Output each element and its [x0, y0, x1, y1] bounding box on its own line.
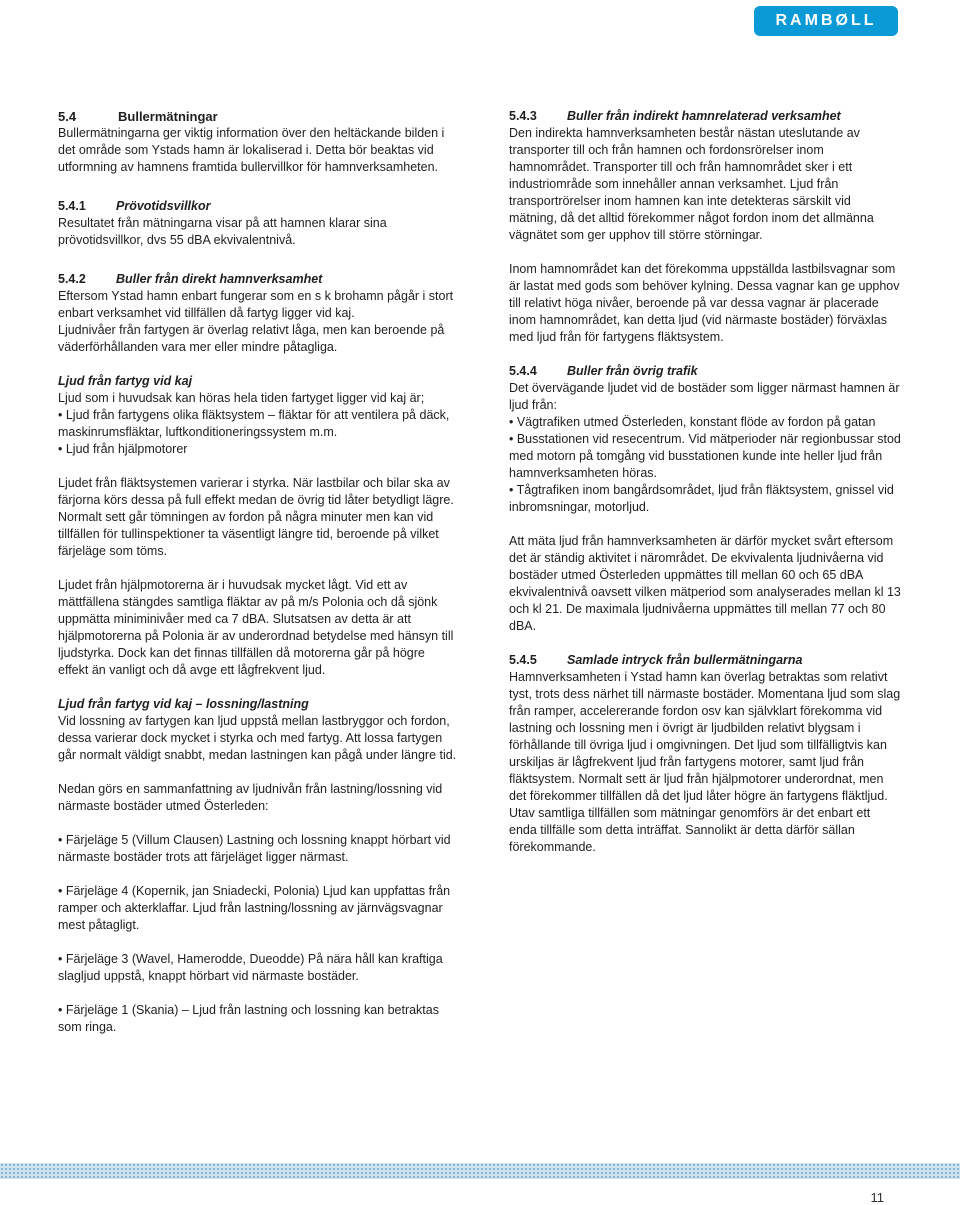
paragraph: Nedan görs en sammanfattning av ljudnivån från lastning/lossning vid närmaste bostäder utmed Österleden: — [58, 782, 443, 813]
subheading-lossning: Ljud från fartyg vid kaj – lossning/lastning — [58, 697, 309, 711]
section-heading-5-4-3: 5.4.3 Buller från indirekt hamnrelaterad verksamhet — [509, 109, 841, 123]
paragraph: Att mäta ljud från hamnverksamheten är därför mycket svårt eftersom det är ständig aktivitet i närområdet. De ekvivalenta ljudnivåerna vid bostäder utmed Österleden uppmättes till mellan 60 och 65 dBA ekvivalentnivå oavsett vilken mätperiod som analyserades mellan kl 13 och kl 21. De maximala ljudnivåerna uppmättes till mellan 77 och 80 dBA. — [509, 534, 901, 633]
paragraph: Ljudet från fläktsystemen varierar i styrka. När lastbilar och bilar ska av färjorna körs dessa på full effekt medan de övrig tid låter betydligt lägre. Normalt sett går tömningen av fordon på några minuter men kan vid tillfällen för tullinspektioner ta väsentligt längre tid, beroende på vilket färjeläge som töms. — [58, 476, 454, 558]
list-item: • Färjeläge 4 (Kopernik, jan Sniadecki, Polonia) Ljud kan uppfattas från ramper och akterklaffar. Ljud från lastning/lossning av järnvägsvagnar mest påtagligt. — [58, 884, 451, 932]
list-item: • Färjeläge 5 (Villum Clausen) Lastning och lossning knappt hörbart vid närmaste bostäder trots att färjeläget ligger närmast. — [58, 833, 451, 864]
ramboll-logo: RAMBØLL — [754, 6, 898, 36]
list-item: • Färjeläge 3 (Wavel, Hamerodde, Dueodde) På nära håll kan kraftiga slagljud uppstå, knappt hörbart vid närmaste bostäder. — [58, 952, 443, 983]
list-item: • Tågtrafiken inom bangårdsområdet, ljud från fläktsystem, gnissel vid inbromsningar, motorljud. — [509, 483, 894, 514]
section-heading-5-4-1: 5.4.1 Prövotidsvillkor — [58, 199, 211, 213]
section-heading-5-4-5: 5.4.5 Samlade intryck från bullermätningarna — [509, 653, 803, 667]
paragraph: Inom hamnområdet kan det förekomma uppställda lastbilsvagnar som är lastat med gods som behöver kylning. Dessa vagnar kan ge upphov till relativt höga nivåer, beroende på var dessa vagnar är placerade inom hamnområdet, kan detta ljud (vid närmaste bostäder) förväxlas med ljud från för fartygens fläktsystem. — [509, 262, 900, 344]
paragraph: Den indirekta hamnverksamheten består nästan uteslutande av transporter till och från hamnen och fordonsrörelser inom hamnområdet. Transporter till och från hamnområdet sker i ett industriområde som innehåller annan verksamhet. Ljud från transportrörelser inom hamnen kan inte detekteras särskilt vid mätning, då det alltid förekommer något fordon inom det allmänna vägnätet som ger upphov till större störningar. — [509, 126, 874, 242]
section-heading-5-4-4: 5.4.4 Buller från övrig trafik — [509, 364, 698, 378]
paragraph: Eftersom Ystad hamn enbart fungerar som en s k brohamn pågår i stort enbart verksamhet vid tillfällen då fartyg ligger vid kaj. — [58, 289, 454, 320]
section-heading-5-4-2: 5.4.2 Buller från direkt hamnverksamhet — [58, 272, 323, 286]
footer-band — [0, 1163, 960, 1179]
left-column — [58, 108, 458, 1036]
paragraph: Ljudnivåer från fartygen är överlag relativt låga, men kan beroende på väderförhållanden vara mer eller mindre påtagliga. — [58, 323, 445, 354]
paragraph: Hamnverksamheten i Ystad hamn kan överlag betraktas som relativt tyst, trots dess närhet till närmaste bostäder. Momentana ljud som slag från ramper, accelererande fordon osv kan självklart förekomma vid lastning och lossning men i övrigt är ljudbilden relativt blygsam i förhållande till övriga ljud i omgivningen. Det ljud som tillfälligtvis kan urskiljas är lågfrekvent ljud från fartygens motorer, samt ljud från fläktsystem. Normalt sett är ljud från hjälpmotorer underordnat, men det förekommer tillfällen då det ljud låter högre än fartygens fläktljud. Utav samtliga tillfällen som mätningar genomförs är det enbart ett enda tillfälle som detta inträffat. Sannolikt är detta därför sällan förekommande. — [509, 670, 901, 854]
list-item: • Ljud från fartygens olika fläktsystem – fläktar för att ventilera på däck, maskinrumsfläktar, luftkonditioneringssystem m.m. — [58, 408, 450, 439]
list-item: • Ljud från hjälpmotorer — [58, 442, 188, 456]
right-column — [509, 108, 901, 856]
paragraph: Bullermätningarna ger viktig information över den heltäckande bilden i det område som Ystads hamn är lokaliserad i. Detta bör beaktas vid utformning av hamnens framtida bullervillkor för hamnverksamheten. — [58, 126, 445, 174]
paragraph: Det övervägande ljudet vid de bostäder som ligger närmast hamnen är ljud från: — [509, 381, 900, 412]
paragraph: Vid lossning av fartygen kan ljud uppstå mellan lastbryggor och fordon, dessa varierar dock mycket i styrka och med fartyg. Att lossa fartygen går normalt väldigt snabbt, medan lastningen kan pågå under längre tid. — [58, 714, 457, 762]
paragraph: Ljudet från hjälpmotorerna är i huvudsak mycket lågt. Vid ett av mättfällena stängdes samtliga fläktar av på m/s Polonia och då sjönk uppmätta miniminivåer med ca 7 dBA. Slutsatsen av detta är att hjälpmotorerna på Polonia är av underordnad betydelse med hänsyn till ljudstyrka. Dock kan det finnas tillfällen då motorerna går på högre effekt än vanligt och då avge ett lågfrekvent ljud. — [58, 578, 454, 677]
list-item: • Busstationen vid resecentrum. Vid mätperioder när regionbussar stod med motorn på tomgång vid busstationen kunde inte heller ljud från hamnverksamheten höras. — [509, 432, 901, 480]
paragraph: Ljud som i huvudsak kan höras hela tiden fartyget ligger vid kaj är; — [58, 391, 425, 405]
subheading-kaj: Ljud från fartyg vid kaj — [58, 374, 193, 388]
list-item: • Vägtrafiken utmed Österleden, konstant flöde av fordon på gatan — [509, 415, 876, 429]
paragraph: Resultatet från mätningarna visar på att hamnen klarar sina prövotidsvillkor, dvs 55 dBA ekvivalentnivå. — [58, 216, 387, 247]
list-item: • Färjeläge 1 (Skania) – Ljud från lastning och lossning kan betraktas som ringa. — [58, 1003, 439, 1034]
section-heading-5-4: 5.4 Bullermätningar — [58, 109, 218, 124]
page-number: 11 — [870, 1190, 884, 1205]
